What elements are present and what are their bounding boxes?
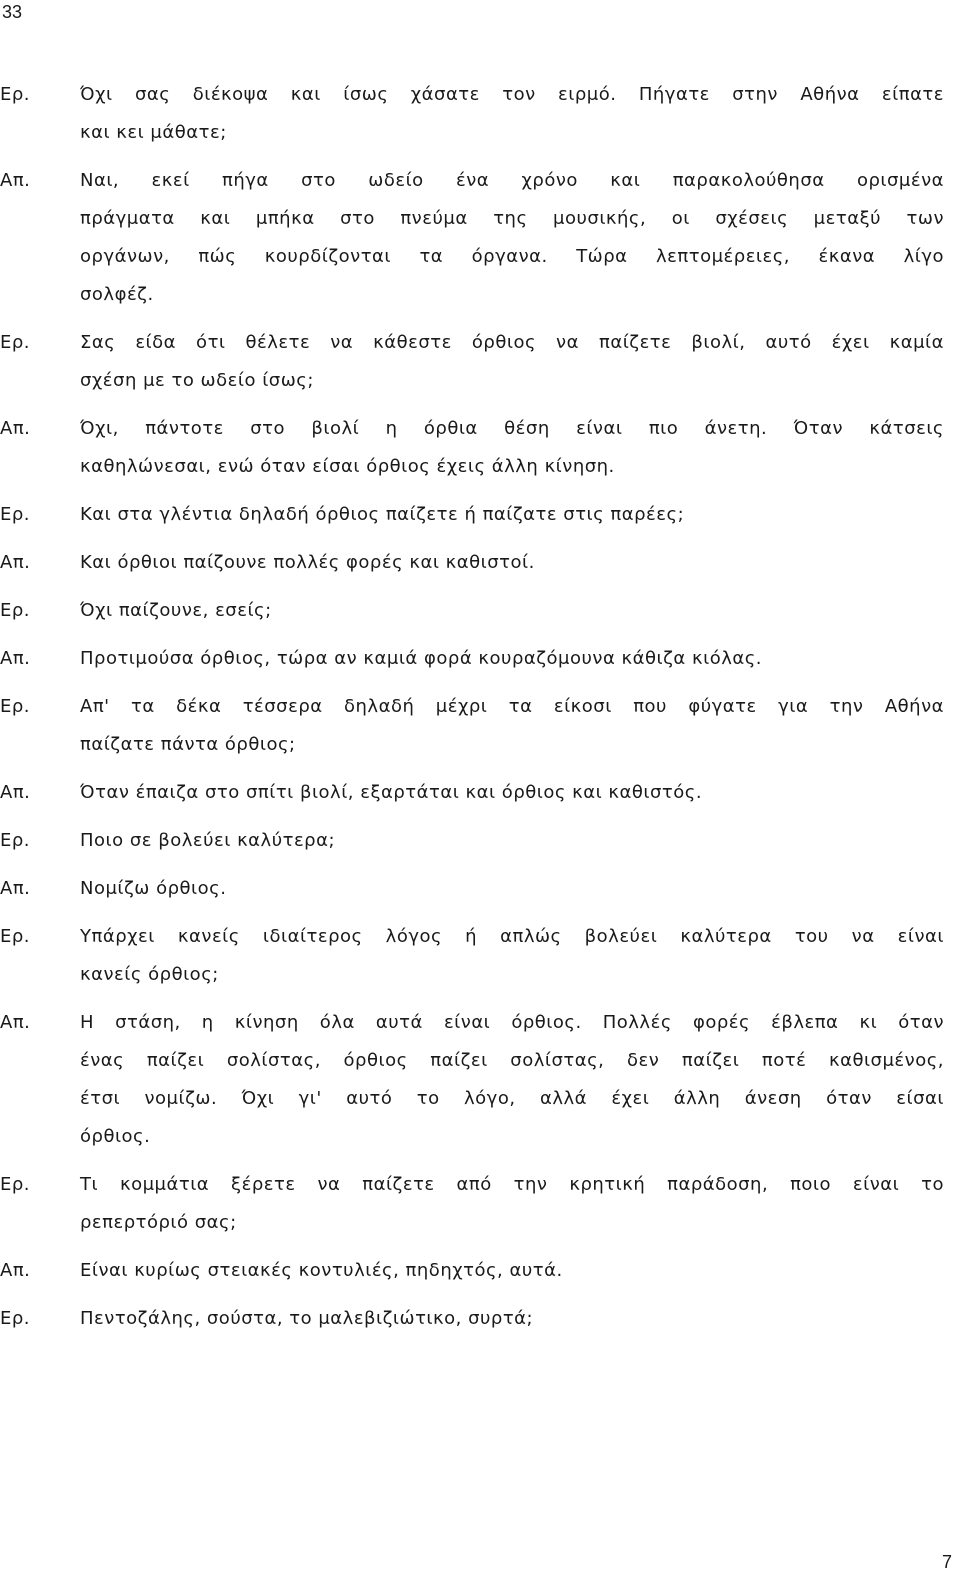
utterance-line: Όχι σας διέκοψα και ίσως χάσατε τον ειρμό. Πήγατε στην Αθήνα είπατε bbox=[80, 84, 944, 105]
utterance-line: Τι κομμάτια ξέρετε να παίζετε από την κρητική παράδοση, ποιο είναι το bbox=[80, 1174, 944, 1195]
speaker-label: Ερ. bbox=[0, 84, 31, 105]
utterance-line: Και όρθιοι παίζουνε πολλές φορές και καθιστοί. bbox=[80, 552, 535, 573]
utterance-line: Όχι, πάντοτε στο βιολί η όρθια θέση είναι πιο άνετη. Όταν κάτσεις bbox=[80, 418, 944, 439]
utterance-line: Η στάση, η κίνηση όλα αυτά είναι όρθιος. Πολλές φορές έβλεπα κι όταν bbox=[80, 1012, 944, 1033]
interview-transcript bbox=[0, 76, 960, 1348]
utterance-line: σχέση με το ωδείο ίσως; bbox=[80, 370, 314, 391]
speaker-label: Ερ. bbox=[0, 830, 31, 851]
utterance-line: Όχι παίζουνε, εσείς; bbox=[80, 600, 272, 621]
utterance-line: όρθιος. bbox=[80, 1126, 151, 1147]
transcript-entry bbox=[0, 324, 960, 400]
utterance-line: Απ' τα δέκα τέσσερα δηλαδή μέχρι τα είκοσι που φύγατε για την Αθήνα bbox=[80, 696, 944, 717]
utterance-line: Πεντοζάλης, σούστα, το μαλεβιζιώτικο, συρτά; bbox=[80, 1308, 534, 1329]
transcript-entry bbox=[0, 410, 960, 486]
page-number-bottom: 7 bbox=[941, 1552, 952, 1572]
speaker-label: Απ. bbox=[0, 782, 31, 803]
transcript-entry bbox=[0, 774, 960, 812]
transcript-entry bbox=[0, 496, 960, 534]
transcript-entry bbox=[0, 640, 960, 678]
speaker-label: Απ. bbox=[0, 1260, 31, 1281]
speaker-label: Απ. bbox=[0, 552, 31, 573]
transcript-entry bbox=[0, 1300, 960, 1338]
utterance-line: Νομίζω όρθιος. bbox=[80, 878, 227, 899]
speaker-label: Ερ. bbox=[0, 926, 31, 947]
speaker-label: Ερ. bbox=[0, 332, 31, 353]
utterance-line: έτσι νομίζω. Όχι γι' αυτό το λόγο, αλλά έχει άλλη άνεση όταν είσαι bbox=[80, 1088, 944, 1109]
utterance-line: κανείς όρθιος; bbox=[80, 964, 219, 985]
transcript-entry bbox=[0, 1004, 960, 1156]
utterance-line: Προτιμούσα όρθιος, τώρα αν καμιά φορά κουραζόμουνα κάθιζα κιόλας. bbox=[80, 648, 763, 669]
speaker-label: Ερ. bbox=[0, 1308, 31, 1329]
utterance-line: Ποιο σε βολεύει καλύτερα; bbox=[80, 830, 336, 851]
utterance-line: Σας είδα ότι θέλετε να κάθεστε όρθιος να παίζετε βιολί, αυτό έχει καμία bbox=[80, 332, 944, 353]
speaker-label: Ερ. bbox=[0, 1174, 31, 1195]
transcript-entry bbox=[0, 688, 960, 764]
utterance-line: Όταν έπαιζα στο σπίτι βιολί, εξαρτάται και όρθιος και καθιστός. bbox=[80, 782, 703, 803]
utterance-line: καθηλώνεσαι, ενώ όταν είσαι όρθιος έχεις άλλη κίνηση. bbox=[80, 456, 615, 477]
utterance-line: πράγματα και μπήκα στο πνεύμα της μουσικής, οι σχέσεις μεταξύ των bbox=[80, 208, 944, 229]
utterance-line: και κει μάθατε; bbox=[80, 122, 227, 143]
transcript-entry bbox=[0, 822, 960, 860]
utterance-line: ρεπερτόριό σας; bbox=[80, 1212, 237, 1233]
page-number-top: 33 bbox=[2, 2, 23, 22]
utterance-line: Είναι κυρίως στειακές κοντυλιές, πηδηχτός, αυτά. bbox=[80, 1260, 563, 1281]
utterance-line: Υπάρχει κανείς ιδιαίτερος λόγος ή απλώς βολεύει καλύτερα του να είναι bbox=[80, 926, 944, 947]
speaker-label: Ερ. bbox=[0, 696, 31, 717]
transcript-entry bbox=[0, 592, 960, 630]
speaker-label: Απ. bbox=[0, 1012, 31, 1033]
transcript-entry bbox=[0, 544, 960, 582]
transcript-entry bbox=[0, 870, 960, 908]
utterance-line: σολφέζ. bbox=[80, 284, 154, 305]
transcript-entry bbox=[0, 918, 960, 994]
speaker-label: Απ. bbox=[0, 878, 31, 899]
speaker-label: Απ. bbox=[0, 418, 31, 439]
transcript-entry bbox=[0, 1166, 960, 1242]
speaker-label: Ερ. bbox=[0, 504, 31, 525]
transcript-entry bbox=[0, 162, 960, 314]
utterance-line: ένας παίζει σολίστας, όρθιος παίζει σολίστας, δεν παίζει ποτέ καθισμένος, bbox=[80, 1050, 944, 1071]
transcript-entry bbox=[0, 76, 960, 152]
speaker-label: Απ. bbox=[0, 648, 31, 669]
transcript-entry bbox=[0, 1252, 960, 1290]
utterance-line: Και στα γλέντια δηλαδή όρθιος παίζετε ή παίζατε στις παρέες; bbox=[80, 504, 685, 525]
utterance-line: οργάνων, πώς κουρδίζονται τα όργανα. Τώρα λεπτομέρειες, έκανα λίγο bbox=[80, 246, 944, 267]
utterance-line: παίζατε πάντα όρθιος; bbox=[80, 734, 296, 755]
speaker-label: Ερ. bbox=[0, 600, 31, 621]
utterance-line: Ναι, εκεί πήγα στο ωδείο ένα χρόνο και παρακολούθησα ορισμένα bbox=[80, 170, 944, 191]
speaker-label: Απ. bbox=[0, 170, 31, 191]
